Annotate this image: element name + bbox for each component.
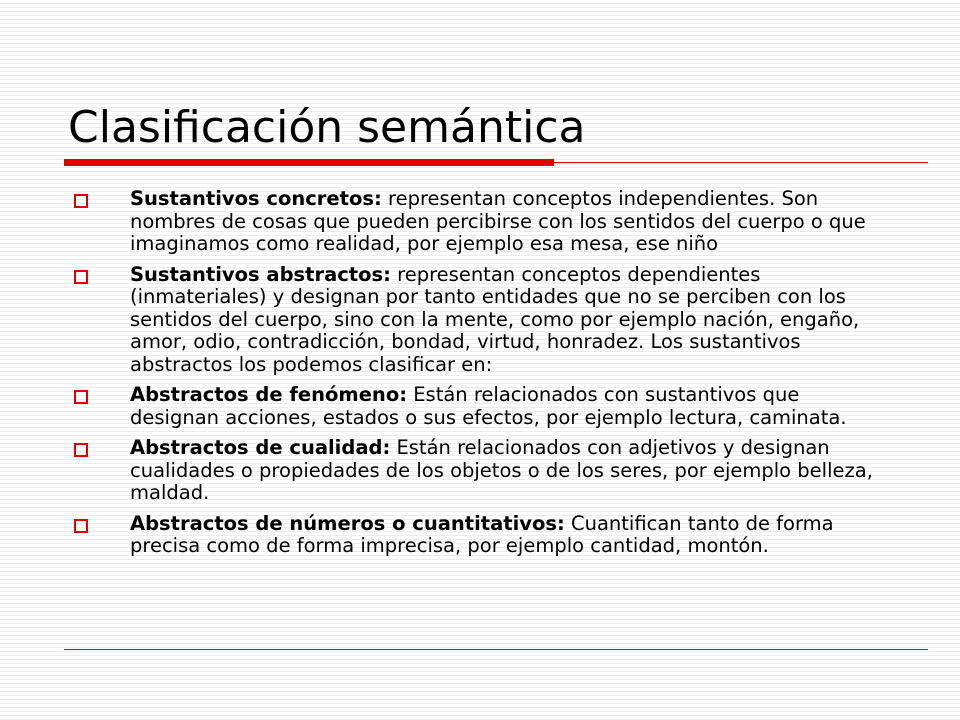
- bullet-item-abstractos-de-cualidad: [64, 437, 894, 505]
- hollow-square-bullet-icon: [74, 443, 88, 457]
- hollow-square-bullet-icon: [74, 194, 88, 208]
- bullet-item-sustantivos-concretos: [64, 188, 894, 256]
- bullet-item-abstractos-de-numeros: [64, 513, 894, 558]
- bullet-term: Abstractos de fenómeno:: [130, 383, 408, 406]
- bullet-text: Están relacionados con sustantivos que designan acciones, estados o sus efectos, por ejemplo lectura, caminata.: [130, 383, 847, 429]
- bullet-text: representan conceptos independientes. Son nombres de cosas que pueden percibirse con los sentidos del cuerpo o que imaginamos como realidad, por ejemplo esa mesa, ese niño: [130, 187, 866, 255]
- bullet-term: Sustantivos abstractos:: [130, 262, 391, 286]
- bullet-item-abstractos-de-fenomeno: [64, 384, 894, 429]
- bullet-term: Abstractos de cualidad:: [130, 436, 391, 459]
- footer-divider: [64, 649, 928, 650]
- hollow-square-bullet-icon: [74, 390, 88, 404]
- bullet-term: Sustantivos concretos:: [130, 187, 382, 210]
- bullet-text: Están relacionados con adjetivos y designan cualidades o propiedades de los objetos o de los seres, por ejemplo belleza, maldad.: [130, 436, 873, 504]
- bullet-item-sustantivos-abstractos: [64, 264, 894, 377]
- hollow-square-bullet-icon: [74, 270, 88, 284]
- hollow-square-bullet-icon: [74, 519, 88, 533]
- bullet-list: [64, 188, 894, 566]
- slide-title: Clasificación semántica: [68, 102, 586, 153]
- bullet-text: Cuantifican tanto de forma precisa como de forma imprecisa, por ejemplo cantidad, montón.: [130, 511, 834, 557]
- bullet-text: representan conceptos dependientes (inmateriales) y designan por tanto entidades que no se perciben con los sentidos del cuerpo, sino con la mente, como por ejemplo nación, engaño, amor, odio, contradicción, bondad, virtud, honradez. Los sustantivos abstractos los podemos clasificar en:: [130, 262, 860, 376]
- title-underline-accent: [64, 159, 554, 166]
- bullet-term: Abstractos de números o cuantitativos:: [130, 511, 565, 535]
